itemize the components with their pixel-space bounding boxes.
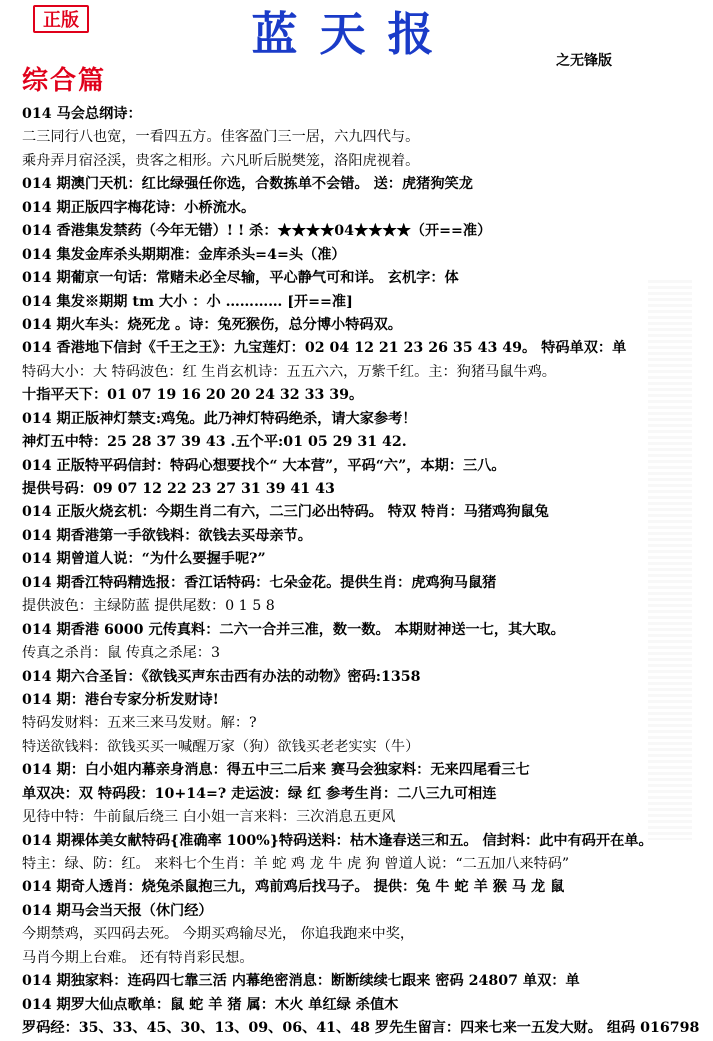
text-line: 014 期香港 6000 元传真料：二六一合并三准，数一数。 本期财神送一七，其大取。: [22, 621, 565, 638]
text-line: 乘舟弄月宿泾渓，贵客之相形。六凡昕后脱樊笼，洛阳虎视着。: [22, 152, 420, 169]
text-line: 单双决：双 特码段：10+14=? 走运波：绿 红 参考生肖：二八三九可相连: [22, 785, 497, 802]
edition-label: 之无锋版: [556, 53, 612, 69]
text-line: 见待中特：牛前鼠后绕三 白小姐一言来料：三次消息五更风: [22, 809, 396, 826]
edition-badge: 正版: [33, 5, 89, 33]
text-line: 014 期葡京一句话：常赌未必全尽输，平心静气可和详。 玄机字：体: [22, 270, 459, 287]
text-line: 014 正版特平码信封：特码心想要找个“ 大本营”，平码“六”，本期：三八。: [22, 457, 506, 474]
text-line: 014 期澳门天机：红比绿强任你选，合数拣单不会错。 送：虎猪狗笑龙: [22, 176, 473, 193]
text-line: 014 香港集发禁药（今年无错）! ! 杀：★★★★04★★★★（开==准）: [22, 223, 492, 240]
section-heading: 综合篇: [22, 66, 107, 96]
text-line: 特主：绿、防：红。 来料七个生肖：羊 蛇 鸡 龙 牛 虎 狗 曾道人说：“二五加八来特码”: [22, 856, 570, 872]
text-line: 十指平天下：01 07 19 16 20 20 24 32 33 39。: [22, 387, 364, 404]
text-line: 014 香港地下信封《千王之王》：九宝莲灯：02 04 12 21 23 26 35 43 49。 特码单双：单: [22, 340, 627, 357]
text-line: 014 期曾道人说：“为什么要握手呢?”: [22, 551, 266, 568]
text-line: 014 期正版四字梅花诗：小桥流水。: [22, 199, 256, 216]
text-line: 014 集发金库杀头期期准：金库杀头=4=头（准）: [22, 246, 346, 263]
text-line: 014 期：港台专家分析发财诗!: [22, 691, 219, 708]
text-line: 特送欲钱料：欲钱买买一喊醒万家（狗）欲钱买老老实实（牛）: [22, 738, 420, 755]
text-line: 提供波色：主绿防蓝 提供尾数：0 1 5 8: [22, 598, 275, 615]
text-line: 014 期六合圣旨：《欲钱买声东击西有办法的动物》密码:1358: [22, 668, 421, 685]
text-line: 014 期：白小姐内幕亲身消息：得五中三二后来 赛马会独家料：无来四尾看三七: [22, 762, 530, 779]
text-line: 神灯五中特：25 28 37 39 43 .五个平:01 05 29 31 42.: [22, 434, 407, 451]
text-line: 特码大小：大 特码波色：红 生肖玄机诗：五五六六，万紫千红。主：狗猪马鼠牛鸡。: [22, 363, 556, 380]
text-line: 特码发财料：五来三来马发财。解：?: [22, 715, 257, 732]
text-line: 014 期火车头：烧死龙 。诗：兔死猴伤，总分博小特码双。: [22, 316, 402, 333]
text-line: 罗码经：35、33、45、30、13、09、06、41、48 罗先生留言：四来七来一五发大财。 组码 016798: [22, 1020, 700, 1037]
text-line: 014 期奇人透肖：烧兔杀鼠抱三九，鸡前鸡后找马子。 提供：兔 牛 蛇 羊 猴 马 龙 鼠: [22, 879, 565, 896]
text-line: 传真之杀肖：鼠 传真之杀尾：3: [22, 645, 220, 662]
text-line: 014 期香江特码精选报：香江话特码：七朵金花。提供生肖：虎鸡狗马鼠猪: [22, 574, 497, 591]
text-line: 二三同行八也宽，一看四五方。佳客盈门三一居，六九四代与。: [22, 129, 420, 146]
text-line: 014 期罗大仙点歌单：鼠 蛇 羊 猪 属：木火 单红绿 杀值木: [22, 996, 399, 1013]
text-line: 马肖今期上台难。 还有特肖彩民想。: [22, 949, 254, 966]
text-line: 今期禁鸡，买四码去死。 今期买鸡输尽光， 你追我跑来中奖，: [22, 926, 415, 943]
page-title: 蓝天报: [251, 7, 456, 61]
text-line: 014 期正版神灯禁支:鸡兔。此乃神灯特码绝杀，请大家参考！: [22, 410, 417, 427]
article-body: [22, 103, 702, 1041]
text-line: 014 马会总纲诗：: [22, 106, 142, 122]
text-line: 014 期香港第一手欲钱料：欲钱去买母亲节。: [22, 527, 312, 544]
text-line: 提供号码：09 07 12 22 23 27 31 39 41 43: [22, 481, 335, 497]
text-line: 014 正版火烧玄机：今期生肖二有六，二三门必出特码。 特双 特肖：马猪鸡狗鼠兔: [22, 504, 549, 521]
text-line: 014 期马会当天报（休门经）: [22, 902, 213, 919]
text-line: 014 期独家料：连码四七靠三活 内幕绝密消息：断断续续七跟来 密码 24807 单双：单: [22, 973, 580, 990]
text-line: 014 集发※期期 tm 大小 ：小 ………… [开==准]: [22, 293, 353, 310]
text-line: 014 期裸体美女献特码{准确率 100%}特码送料：枯木逢春送三和五。 信封料：此中有码开在单。: [22, 832, 653, 849]
